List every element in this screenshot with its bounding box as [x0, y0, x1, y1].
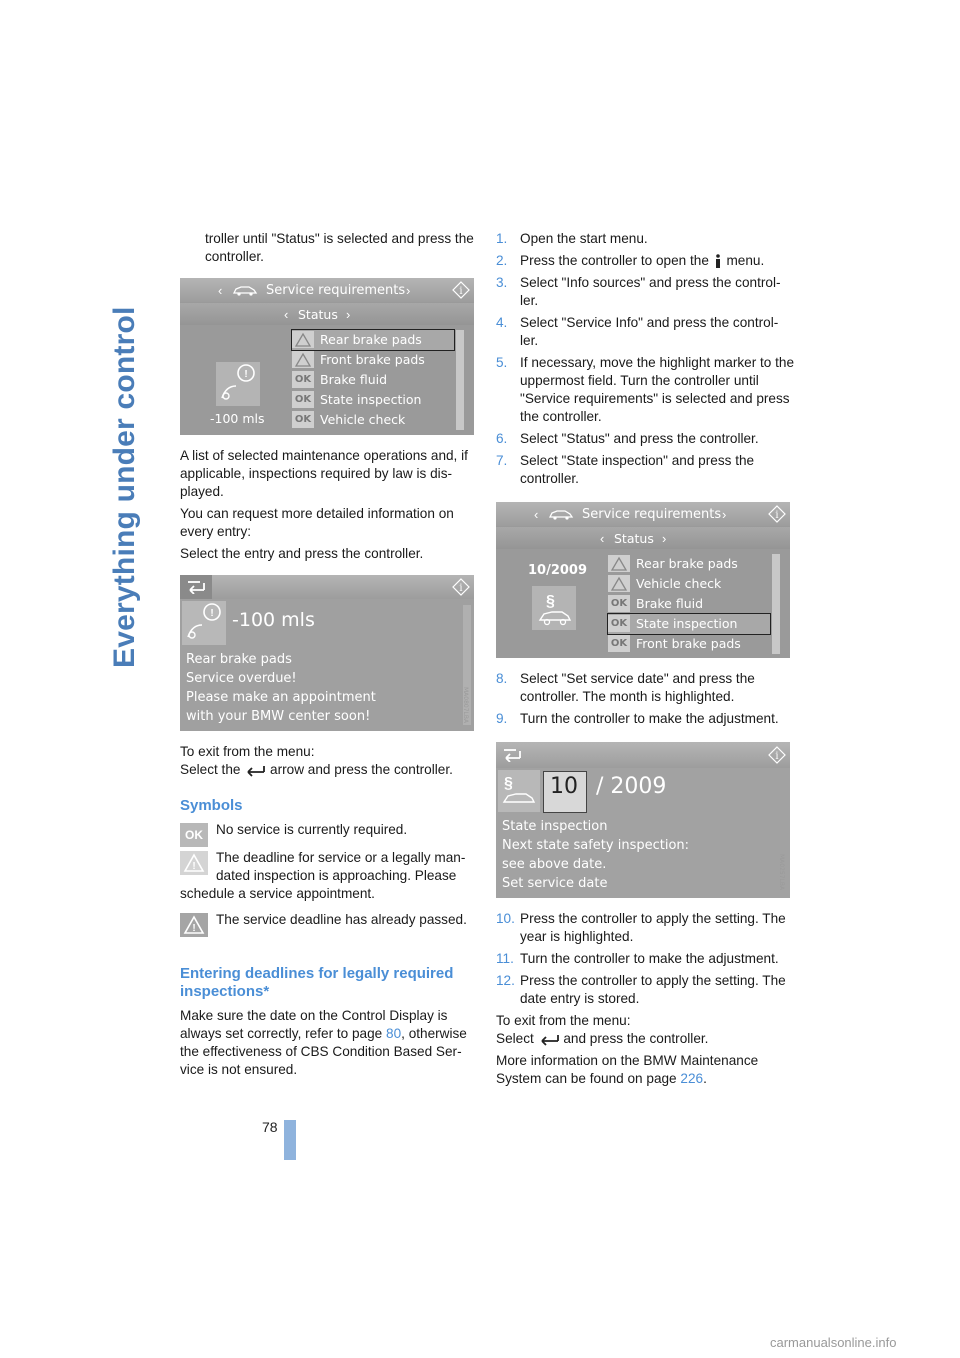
mileage-value: -100 mls — [210, 411, 265, 426]
screen-tab-bar: ‹ Status › — [496, 527, 790, 549]
image-code: MA0248LBA — [778, 614, 785, 651]
svg-text:!: ! — [192, 861, 196, 872]
screen-title: Service requirements — [266, 283, 406, 298]
back-arrow-icon — [538, 1032, 560, 1046]
screen-title-bar: ‹ Service requirements › i — [180, 278, 474, 302]
back-arrow-button[interactable] — [496, 742, 528, 768]
step-number: 9. — [496, 711, 508, 726]
ok-icon: OK — [180, 823, 208, 847]
screen-tab-bar: ‹ Status › — [180, 303, 474, 325]
menu-list-item-label: Vehicle check — [636, 576, 722, 591]
symbol-ok-row: OK No service is currently required. — [180, 821, 476, 839]
image-code: MA0807LBA — [462, 687, 469, 724]
steps-list — [496, 230, 796, 488]
page-number: 78 — [262, 1119, 278, 1135]
menu-list-item[interactable] — [608, 634, 770, 654]
menu-list-item[interactable] — [292, 330, 454, 350]
brake-icon — [182, 601, 226, 645]
screen-title: Service requirements — [582, 507, 722, 522]
info-icon — [452, 281, 470, 299]
menu-list-item-label: Vehicle check — [320, 412, 406, 427]
car-icon — [548, 508, 574, 520]
ok-icon: OK — [292, 391, 314, 408]
symbol-overdue-row: ! The service deadline has already passed. — [180, 911, 476, 941]
ok-icon: OK — [608, 615, 630, 632]
info-icon — [768, 505, 786, 523]
ok-icon: OK — [292, 411, 314, 428]
menu-list-item[interactable] — [292, 370, 454, 390]
step-text: menu. — [726, 253, 765, 268]
exit-instruction: To exit from the menu: — [496, 1013, 631, 1028]
image-code: MA0257LBA — [778, 854, 785, 891]
step-text: Press the controller to apply the setting. The year is highlighted. — [520, 911, 786, 944]
step-item — [496, 252, 796, 270]
screen-text-line: with your BMW center soon! — [186, 709, 371, 724]
service-detail-screen — [180, 575, 474, 731]
symbols-heading: Symbols — [180, 797, 243, 814]
svg-text:!: ! — [192, 923, 196, 934]
paragraph-select-entry: Select the entry and press the controller. — [180, 546, 424, 561]
site-footer: carmanualsonline.info — [770, 1335, 897, 1350]
paragraph-list-description: A list of selected maintenance operations and, if applicable, inspections required by law is dis-played. — [180, 448, 468, 499]
ok-icon: OK — [608, 635, 630, 652]
step-text: Select "Info sources" and press the control-ler. — [520, 275, 781, 308]
menu-list-item-label: Front brake pads — [320, 352, 425, 367]
svg-text:!: ! — [244, 369, 248, 380]
step-number: 3. — [496, 275, 508, 290]
ok-icon: OK — [608, 595, 630, 612]
step-item — [496, 670, 796, 706]
svg-text:i: i — [459, 583, 463, 594]
date-value: 10/2009 — [528, 563, 588, 578]
year-field[interactable]: / 2009 — [596, 774, 667, 799]
menu-list-item[interactable] — [608, 594, 770, 614]
service-car-icon — [532, 586, 576, 630]
month-field[interactable]: 10 — [544, 772, 586, 812]
screen-text-line: Service overdue! — [186, 671, 297, 686]
image-code: MA0230LBA — [462, 390, 469, 427]
step-number: 1. — [496, 231, 508, 246]
step-text: Turn the controller to make the adjustment. — [520, 951, 779, 966]
screen-text-line: Rear brake pads — [186, 652, 292, 667]
back-arrow-icon — [186, 580, 206, 594]
back-arrow-button[interactable] — [180, 575, 212, 599]
screen-title-bar — [496, 742, 790, 768]
step-text: Press the controller to apply the setting. The date entry is stored. — [520, 973, 786, 1006]
menu-list-item[interactable] — [608, 554, 770, 574]
step-item — [496, 314, 796, 350]
screen-title-bar — [180, 575, 474, 599]
menu-list-item[interactable] — [292, 410, 454, 430]
paragraph-more-info: You can request more detailed information on every entry: — [180, 506, 454, 539]
exit-instruction: To exit from the menu: — [180, 744, 315, 759]
state-inspection-screen — [496, 502, 790, 658]
screen-text-line: Please make an appointment — [186, 690, 376, 705]
step-number: 8. — [496, 671, 508, 686]
exit-select-line: Select the arrow and press the controller. — [180, 762, 453, 777]
step-number: 5. — [496, 355, 508, 370]
step-text: Select "Set service date" and press the controller. The month is highlighted. — [520, 671, 755, 704]
step-item — [496, 230, 796, 248]
step-text: Press the controller to open the — [520, 253, 709, 268]
svg-text:i: i — [459, 286, 463, 297]
screen-text-line: Next state safety inspection: — [502, 838, 690, 853]
menu-list-item[interactable] — [608, 614, 770, 634]
step-item — [496, 910, 796, 946]
brake-icon — [216, 362, 260, 406]
steps-list — [496, 670, 796, 728]
menu-list-item[interactable] — [608, 574, 770, 594]
steps-list — [496, 910, 796, 1008]
step-item — [496, 950, 796, 968]
symbol-warning-row: ! The deadline for service or a legally man-dated inspection is approaching. Please schedule a service appointment. — [180, 850, 466, 901]
service-requirements-screen — [180, 278, 474, 435]
entering-deadlines-heading: Entering deadlines for legally required inspections* — [180, 965, 454, 1000]
svg-text:i: i — [775, 510, 779, 521]
step-number: 6. — [496, 431, 508, 446]
overdue-triangle-icon — [180, 913, 208, 937]
service-car-icon — [498, 770, 540, 812]
step-number: 4. — [496, 315, 508, 330]
car-icon — [232, 284, 258, 296]
screen-text-line: Set service date — [502, 876, 608, 891]
svg-text:!: ! — [210, 608, 214, 619]
section-side-title: Everything under control — [108, 306, 141, 668]
step-number: 2. — [496, 253, 508, 268]
left-column — [180, 230, 476, 1083]
more-info-paragraph: More information on the BMW Maintenance System can be found on page 226. — [496, 1053, 759, 1086]
step-text: Turn the controller to make the adjustment. — [520, 711, 779, 726]
screen-title-bar: ‹ Service requirements › i — [496, 502, 790, 526]
screen-text-line: see above date. — [502, 857, 607, 872]
menu-list-item-label: Front brake pads — [636, 636, 741, 651]
warning-triangle-icon — [608, 555, 630, 572]
step-text: Select "Service Info" and press the control-ler. — [520, 315, 779, 348]
back-arrow-icon — [502, 748, 522, 762]
step-item — [496, 274, 796, 310]
step-text: Select "State inspection" and press the controller. — [520, 453, 755, 486]
step-item — [496, 710, 796, 728]
status-tab: Status — [614, 531, 654, 546]
menu-list-item[interactable] — [292, 350, 454, 370]
step-number: 10. — [496, 911, 515, 926]
info-icon — [452, 578, 470, 596]
menu-list-item-label: Brake fluid — [636, 596, 704, 611]
step-number: 7. — [496, 453, 508, 468]
step-item — [496, 972, 796, 1008]
step-number: 11. — [496, 951, 514, 966]
status-tab: Status — [298, 307, 338, 322]
step-text: Select "Status" and press the controller. — [520, 431, 759, 446]
exit-select-line: Select and press the controller. — [496, 1031, 709, 1046]
step-text: If necessary, move the highlight marker to the uppermost field. Turn the controller until "Service requirements" is selected and press the controller. — [520, 355, 795, 424]
svg-text:i: i — [775, 751, 779, 762]
page-number-bar — [284, 1120, 296, 1160]
warning-triangle-icon — [608, 575, 630, 592]
warning-triangle-icon — [292, 351, 314, 368]
page-link[interactable]: 226 — [680, 1071, 704, 1086]
step-number: 12. — [496, 973, 515, 988]
warning-triangle-icon — [180, 851, 208, 875]
menu-list-item-label: Rear brake pads — [320, 332, 422, 347]
intro-text: troller until "Status" is selected and press the controller. — [205, 231, 474, 264]
info-icon — [768, 746, 786, 764]
right-column — [496, 230, 796, 1092]
menu-list-item-label: State inspection — [636, 616, 738, 631]
step-item — [496, 452, 796, 488]
info-i-icon — [713, 254, 723, 268]
svg-text:§: § — [546, 593, 555, 610]
page-link[interactable]: 80 — [386, 1026, 402, 1041]
warning-triangle-icon — [292, 331, 314, 348]
entering-paragraph: Make sure the date on the Control Display is always set correctly, refer to page 80, otherwise the effectiveness of CBS Condition Based Ser-vice is not ensured. — [180, 1008, 467, 1077]
step-item — [496, 354, 796, 426]
menu-list-item-label: State inspection — [320, 392, 422, 407]
set-service-date-screen — [496, 742, 790, 898]
back-arrow-icon — [244, 763, 266, 777]
ok-icon: OK — [292, 371, 314, 388]
mileage-value: -100 mls — [232, 609, 315, 631]
svg-text:§: § — [504, 775, 513, 792]
step-text: Open the start menu. — [520, 231, 648, 246]
menu-list-item-label: Rear brake pads — [636, 556, 738, 571]
screen-text-line: State inspection — [502, 819, 608, 834]
step-item — [496, 430, 796, 448]
menu-list-item-label: Brake fluid — [320, 372, 388, 387]
menu-list-item[interactable] — [292, 390, 454, 410]
